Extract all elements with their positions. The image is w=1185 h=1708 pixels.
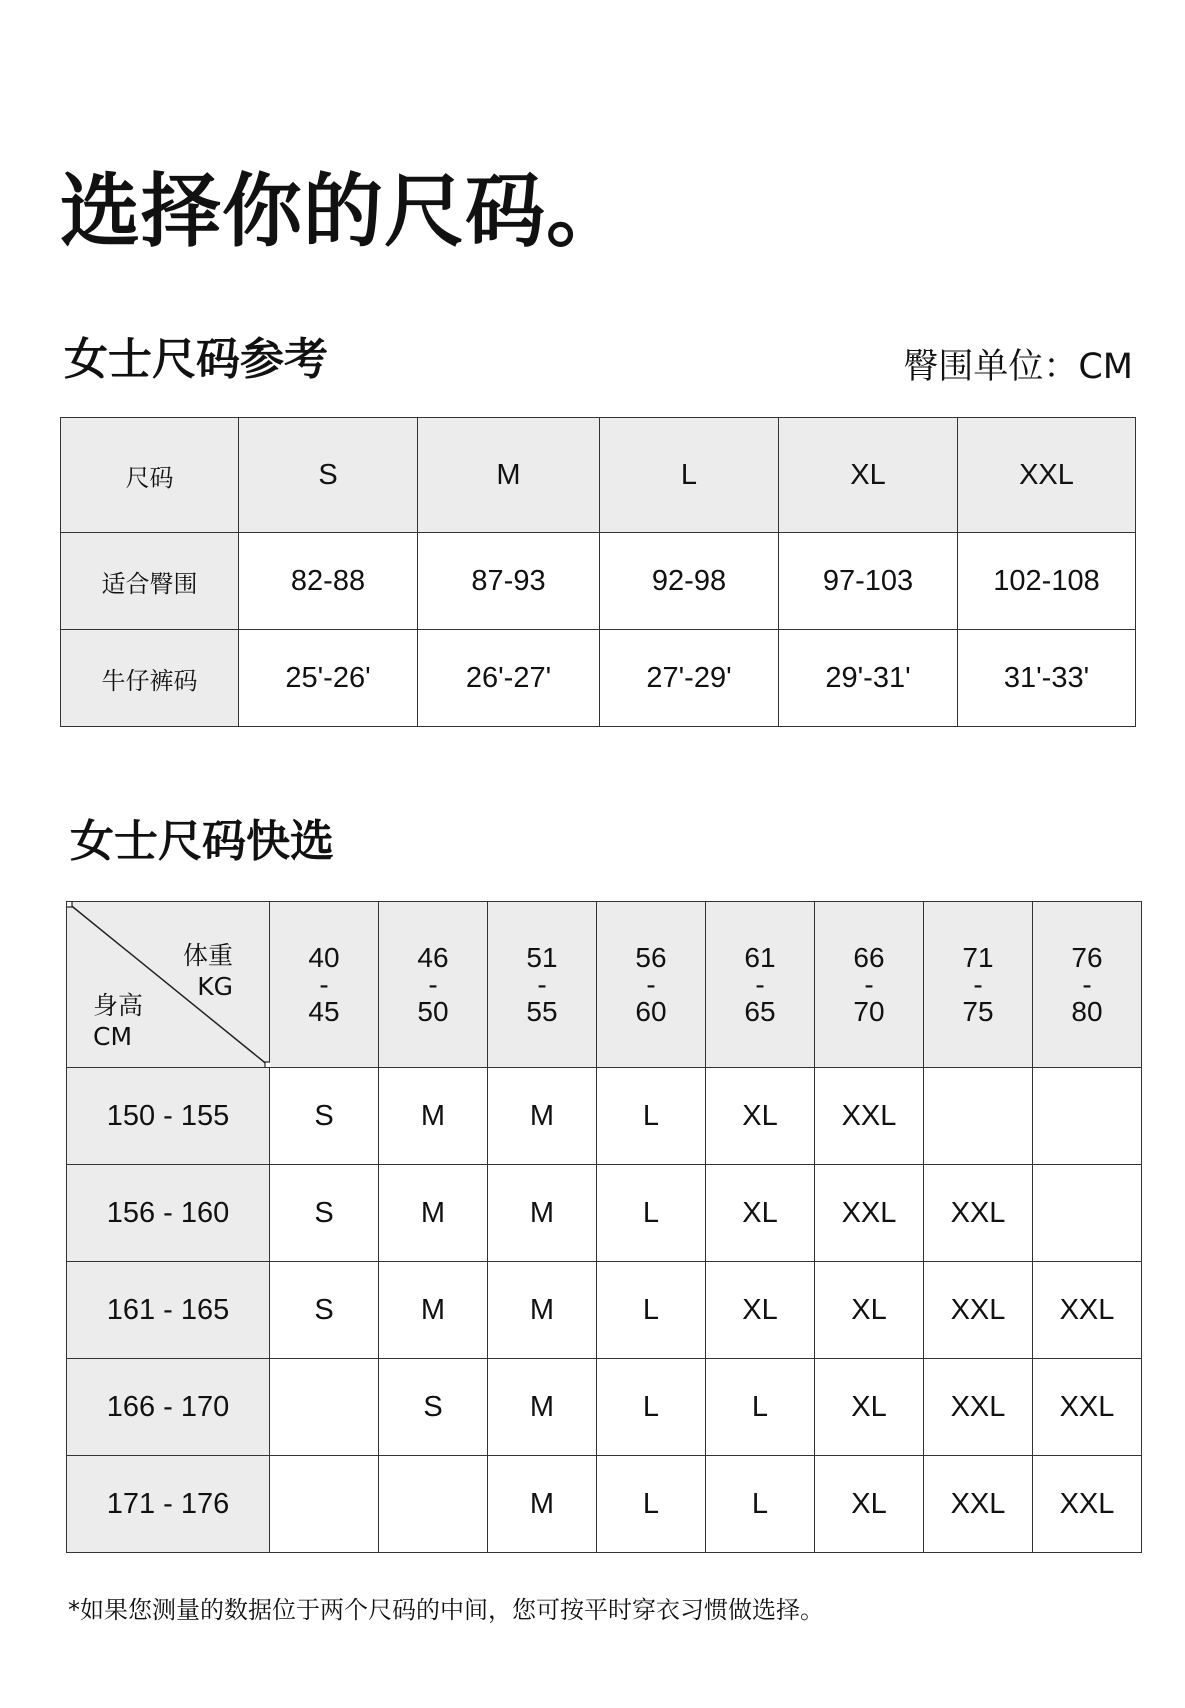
table-cell: 87-93	[418, 533, 600, 630]
table-cell: 25'-26'	[239, 630, 418, 727]
quick-size-table	[66, 901, 1142, 1553]
reference-section-title: 女士尺码参考	[64, 334, 328, 385]
height-row-label: 156 - 160	[67, 1165, 270, 1262]
size-cell: XXL	[1033, 1456, 1142, 1553]
table-cell: 26'-27'	[418, 630, 600, 727]
size-reference-table	[60, 417, 1136, 727]
weight-column-header	[706, 902, 815, 1068]
height-row-label: 166 - 170	[67, 1359, 270, 1456]
size-cell	[270, 1456, 379, 1553]
jeans-row	[61, 630, 1136, 727]
size-cell	[270, 1359, 379, 1456]
weight-column-header	[488, 902, 597, 1068]
weight-high: 70	[853, 996, 885, 1027]
table-row	[67, 1068, 1142, 1165]
weight-dash: -	[755, 969, 765, 1000]
size-cell: L	[597, 1262, 706, 1359]
weight-low: 61	[744, 942, 776, 973]
weight-low: 51	[526, 942, 558, 973]
weight-high: 45	[308, 996, 340, 1027]
weight-column-header	[815, 902, 924, 1068]
weight-low: 76	[1071, 942, 1103, 973]
size-cell: XXL	[924, 1456, 1033, 1553]
weight-high: 55	[526, 996, 558, 1027]
weight-dash: -	[973, 969, 983, 1000]
weight-dash: -	[428, 969, 438, 1000]
table-cell: 92-98	[600, 533, 779, 630]
table-row	[67, 1165, 1142, 1262]
page-title: 选择你的尺码。	[60, 165, 627, 258]
size-cell: M	[488, 1359, 597, 1456]
weight-low: 40	[308, 942, 340, 973]
size-cell: L	[597, 1165, 706, 1262]
weight-column-header	[597, 902, 706, 1068]
weight-high: 50	[417, 996, 449, 1027]
size-cell: S	[379, 1359, 488, 1456]
weight-high: 75	[962, 996, 994, 1027]
size-cell: M	[488, 1262, 597, 1359]
size-cell: XXL	[924, 1359, 1033, 1456]
table-cell: 97-103	[779, 533, 958, 630]
weight-high: 60	[635, 996, 667, 1027]
size-column-header: XL	[779, 418, 958, 533]
height-row-label: 150 - 155	[67, 1068, 270, 1165]
row-label: 适合臀围	[61, 533, 239, 630]
size-cell: XL	[815, 1359, 924, 1456]
size-cell: L	[706, 1359, 815, 1456]
size-cell: M	[379, 1165, 488, 1262]
weight-unit: KG	[197, 972, 233, 1001]
weight-column-header	[379, 902, 488, 1068]
size-cell: S	[270, 1068, 379, 1165]
height-label: 身高	[93, 991, 144, 1020]
weight-dash: -	[864, 969, 874, 1000]
size-column-header: XXL	[958, 418, 1136, 533]
weight-header-row	[67, 902, 1142, 1068]
size-column-header: S	[239, 418, 418, 533]
weight-low: 56	[635, 942, 667, 973]
weight-label: 体重	[182, 941, 233, 970]
weight-dash: -	[1082, 969, 1092, 1000]
table-row	[67, 1359, 1142, 1456]
size-cell: XXL	[1033, 1262, 1142, 1359]
weight-low: 66	[853, 942, 885, 973]
size-cell: XXL	[924, 1262, 1033, 1359]
size-cell	[1033, 1068, 1142, 1165]
hip-row	[61, 533, 1136, 630]
size-cell: M	[488, 1456, 597, 1553]
size-cell: M	[379, 1068, 488, 1165]
footnote: *如果您测量的数据位于两个尺码的中间，您可按平时穿衣习惯做选择。	[68, 1596, 824, 1624]
table-cell: 29'-31'	[779, 630, 958, 727]
weight-high: 65	[744, 996, 776, 1027]
size-cell: M	[488, 1165, 597, 1262]
size-cell: S	[270, 1165, 379, 1262]
size-cell	[379, 1456, 488, 1553]
size-cell: L	[597, 1456, 706, 1553]
weight-dash: -	[319, 969, 329, 1000]
corner-header-cell	[67, 902, 270, 1068]
size-cell: M	[488, 1068, 597, 1165]
size-cell: L	[597, 1359, 706, 1456]
size-column-header: L	[600, 418, 779, 533]
row-label: 牛仔裤码	[61, 630, 239, 727]
weight-column-header	[270, 902, 379, 1068]
table-cell: 31'-33'	[958, 630, 1136, 727]
weight-dash: -	[537, 969, 547, 1000]
size-header-row	[61, 418, 1136, 533]
size-cell: XXL	[815, 1165, 924, 1262]
table-cell: 82-88	[239, 533, 418, 630]
size-cell: XXL	[815, 1068, 924, 1165]
height-row-label: 171 - 176	[67, 1456, 270, 1553]
weight-column-header	[924, 902, 1033, 1068]
table-cell: 102-108	[958, 533, 1136, 630]
height-unit: CM	[93, 1022, 133, 1051]
size-cell: XL	[706, 1262, 815, 1359]
size-cell: XL	[706, 1165, 815, 1262]
size-cell: XL	[815, 1456, 924, 1553]
size-cell	[924, 1068, 1033, 1165]
height-row-label: 161 - 165	[67, 1262, 270, 1359]
weight-low: 46	[417, 942, 449, 973]
weight-high: 80	[1071, 996, 1103, 1027]
size-cell: XL	[815, 1262, 924, 1359]
table-cell: 27'-29'	[600, 630, 779, 727]
size-cell	[1033, 1165, 1142, 1262]
size-cell: M	[379, 1262, 488, 1359]
size-cell: L	[706, 1456, 815, 1553]
size-header-label: 尺码	[61, 418, 239, 533]
weight-low: 71	[962, 942, 994, 973]
table-row	[67, 1262, 1142, 1359]
size-cell: S	[270, 1262, 379, 1359]
size-cell: XXL	[924, 1165, 1033, 1262]
quick-section-title: 女士尺码快选	[70, 816, 334, 867]
size-cell: XL	[706, 1068, 815, 1165]
size-cell: L	[597, 1068, 706, 1165]
weight-column-header	[1033, 902, 1142, 1068]
size-cell: XXL	[1033, 1359, 1142, 1456]
weight-axis-label	[183, 940, 233, 1002]
unit-note: 臀围单位：CM	[903, 347, 1133, 387]
size-column-header: M	[418, 418, 600, 533]
height-axis-label	[93, 990, 143, 1052]
weight-dash: -	[646, 969, 656, 1000]
table-row	[67, 1456, 1142, 1553]
